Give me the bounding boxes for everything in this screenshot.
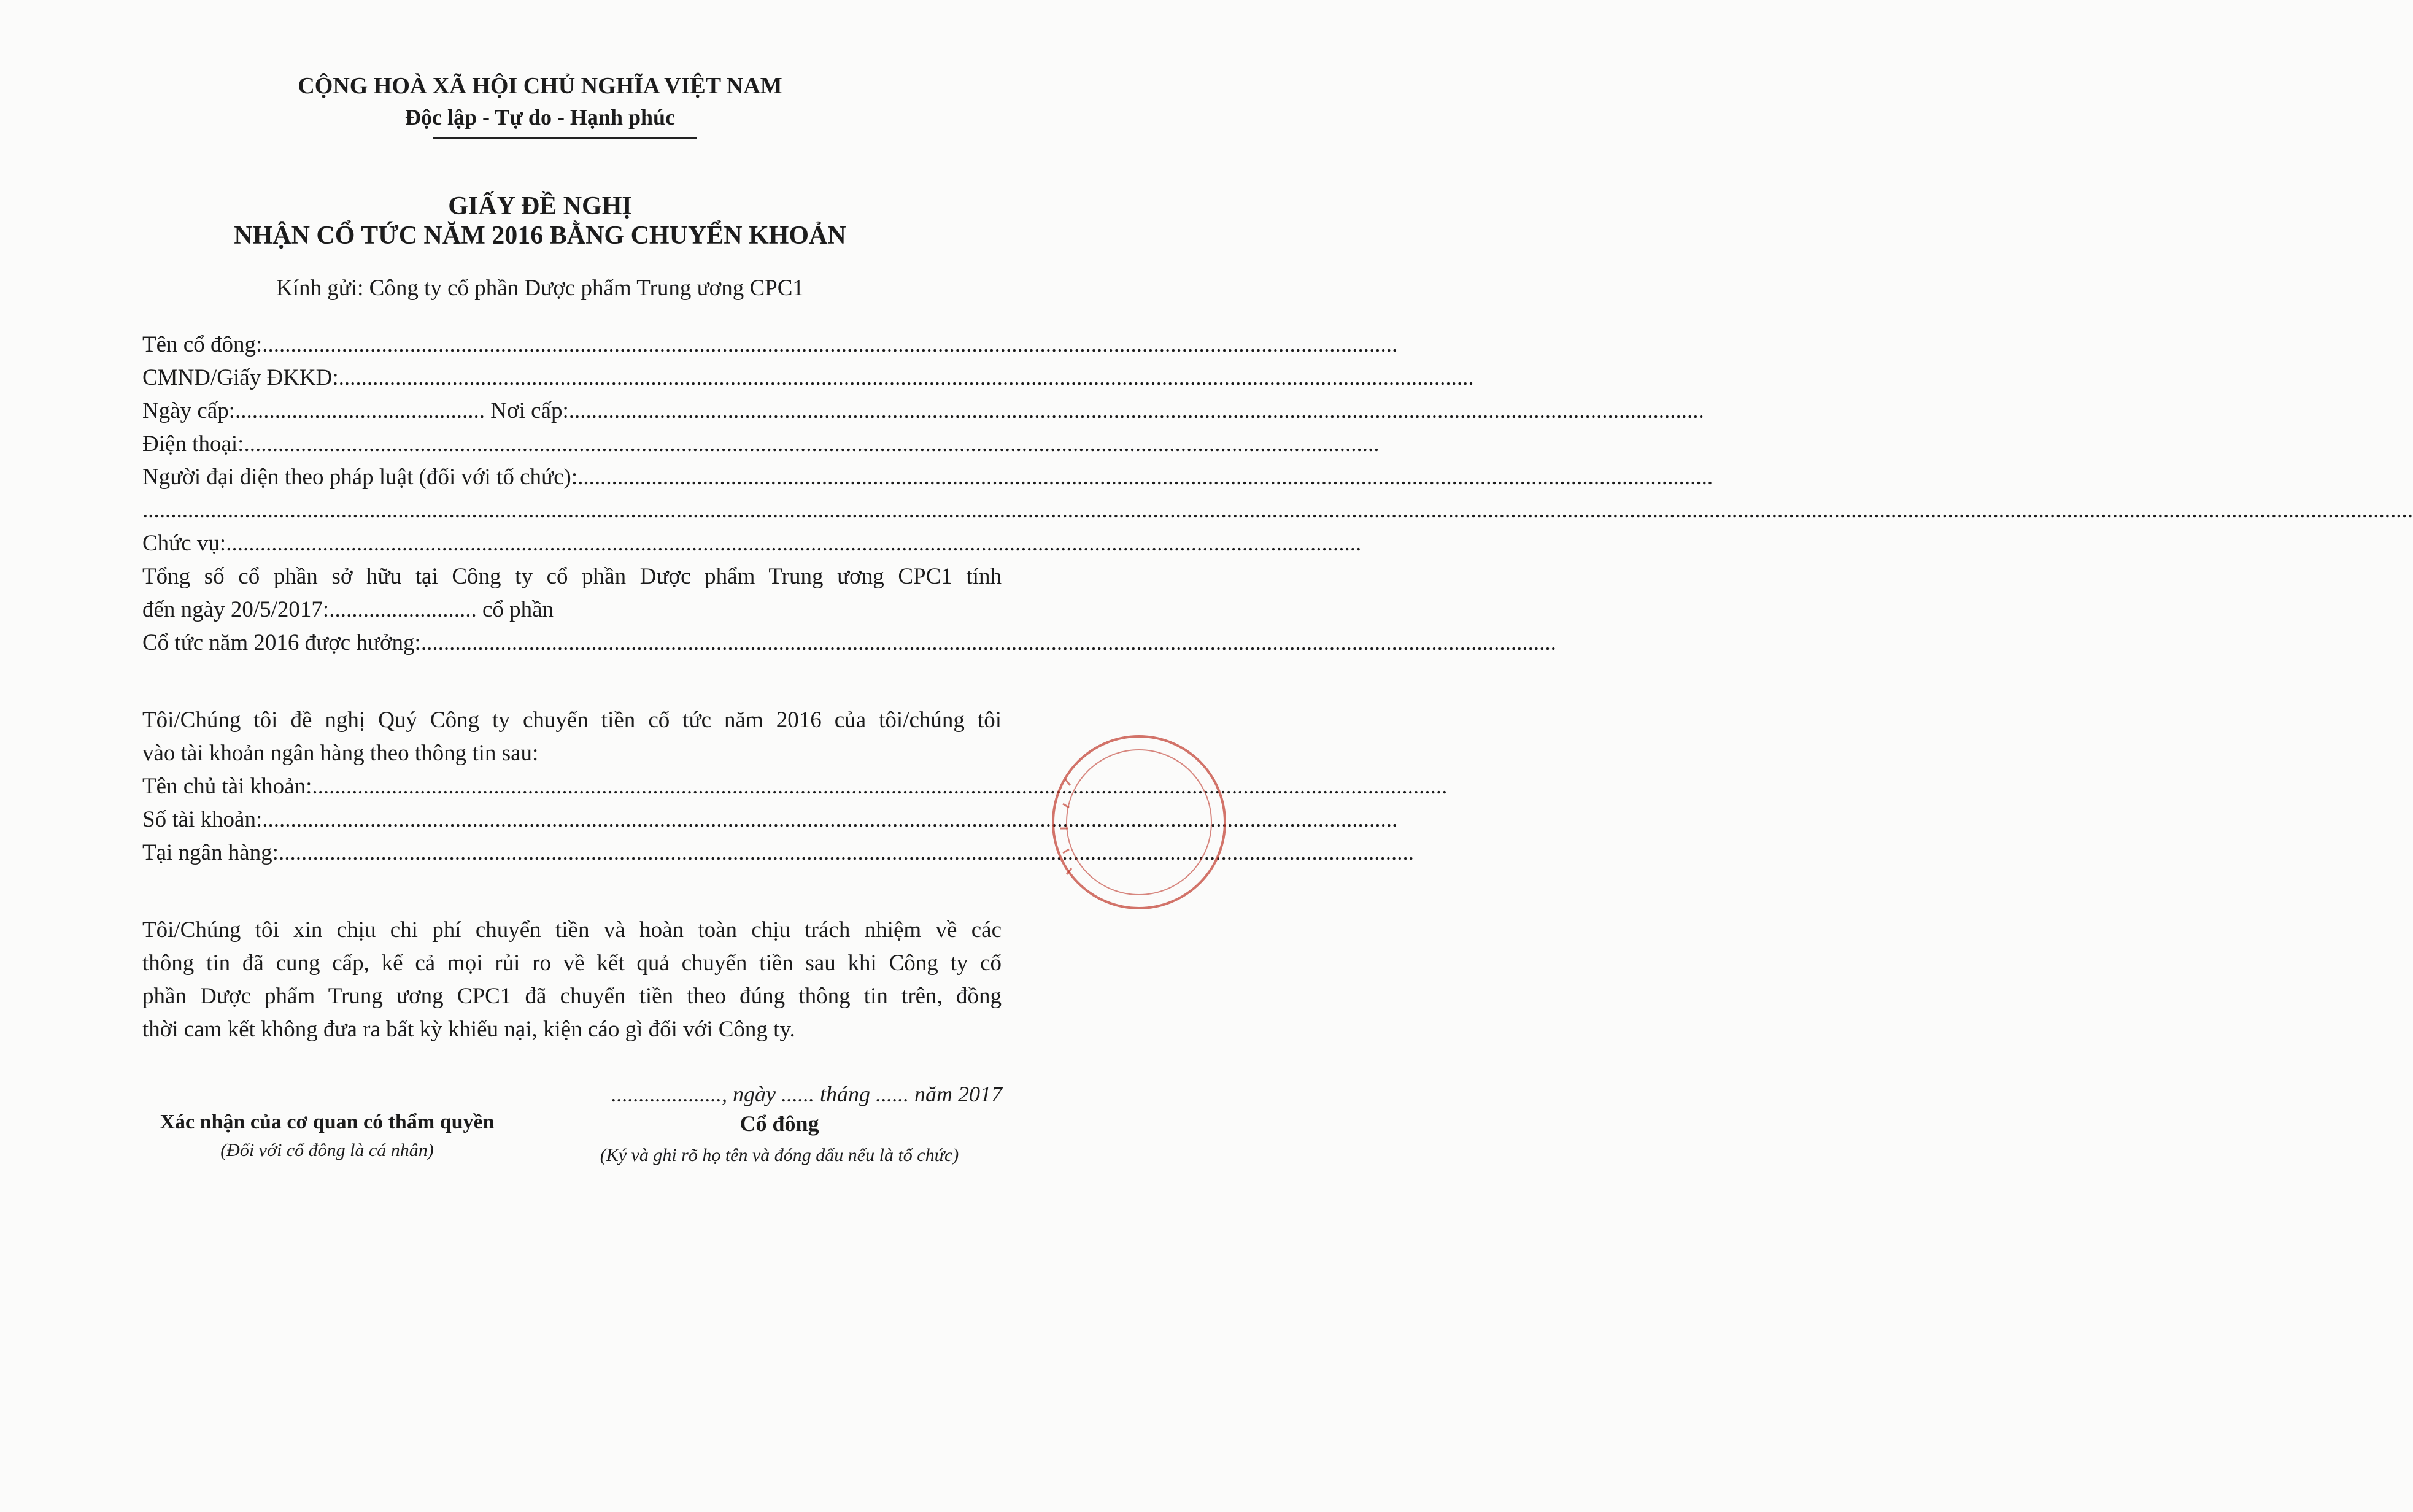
- signature-date-line: ...................., ngày ...... tháng ...... năm 2017: [611, 1082, 1002, 1106]
- issue-place-label: Nơi cấp:: [490, 398, 569, 423]
- bank-intro-line-2: vào tài khoản ngân hàng theo thông tin sau:: [142, 741, 539, 766]
- dotted-leader: ........................................................................................................................................................................................................: [262, 332, 1398, 357]
- bank-name-field: [142, 839, 1414, 866]
- shares-date-label: đến ngày 20/5/2017:: [142, 597, 330, 622]
- id-card-label: CMND/Giấy ĐKKD:: [142, 365, 339, 390]
- shareholder-name-label: Tên cổ đông:: [142, 332, 263, 357]
- phone-label: Điện thoại:: [142, 431, 244, 457]
- commitment-line-2: thông tin đã cung cấp, kể cả mọi rủi ro về kết quả chuyển tiền sau khi Công ty cổ: [142, 951, 1002, 976]
- account-number-label: Số tài khoản:: [142, 807, 263, 832]
- shares-unit: cổ phần: [482, 597, 554, 622]
- shareholder-signature-note: (Ký và ghi rõ họ tên và đóng dấu nếu là tổ chức): [600, 1145, 959, 1165]
- dotted-leader: ............................................: [235, 398, 485, 423]
- recipient-line: Kính gửi: Công ty cổ phần Dược phẩm Trung ương CPC1: [276, 276, 804, 301]
- legal-rep-continuation: [142, 497, 2413, 523]
- commitment-line-4: thời cam kết không đưa ra bất kỳ khiếu nại, kiện cáo gì đối với Công ty.: [142, 1017, 795, 1042]
- dotted-leader: ........................................................................................................................................................................................................: [568, 398, 1704, 423]
- dividend-label: Cổ tức năm 2016 được hưởng:: [142, 630, 421, 655]
- bank-name-label: Tại ngân hàng:: [142, 840, 279, 865]
- national-motto: Độc lập - Tự do - Hạnh phúc: [404, 105, 676, 129]
- shareholder-name-field: [142, 331, 1398, 358]
- commitment-line-3: phần Dược phẩm Trung ương CPC1 đã chuyển tiền theo đúng thông tin trên, đồng: [142, 984, 1002, 1009]
- motto-underline: [433, 137, 697, 139]
- national-name: CỘNG HOÀ XÃ HỘI CHỦ NGHĨA VIỆT NAM: [298, 73, 782, 99]
- account-holder-field: [142, 773, 1448, 800]
- id-card-field: [142, 364, 1474, 391]
- dotted-leader: ................................................................................................................................................................................................................................................................................................................................................................................................................: [142, 498, 2413, 523]
- issue-date-field: [142, 398, 1704, 424]
- dotted-leader: ........................................................................................................................................................................................................: [244, 431, 1380, 457]
- dividend-field: [142, 630, 1556, 656]
- document-subtitle: NHẬN CỔ TỨC NĂM 2016 BẰNG CHUYỂN KHOẢN: [234, 222, 846, 250]
- issue-date-label: Ngày cấp:: [142, 398, 236, 423]
- legal-rep-field: [142, 464, 1713, 490]
- phone-field: [142, 431, 1380, 457]
- bank-intro-line-1: Tôi/Chúng tôi đề nghị Quý Công ty chuyển tiền cổ tức năm 2016 của tôi/chúng tôi: [142, 708, 1002, 733]
- dotted-leader: ........................................................................................................................................................................................................: [312, 774, 1448, 799]
- dotted-leader: ..........................: [329, 597, 477, 622]
- red-seal-fragment-icon: [1047, 742, 1080, 902]
- shareholder-signature-title: Cổ đông: [739, 1111, 819, 1136]
- dotted-leader: ........................................................................................................................................................................................................: [338, 365, 1474, 390]
- shares-line-1: Tổng số cổ phần sở hữu tại Công ty cổ phần Dược phẩm Trung ương CPC1 tính: [142, 564, 1002, 589]
- commitment-line-1: Tôi/Chúng tôi xin chịu chi phí chuyển tiền và hoàn toàn chịu trách nhiệm về các: [142, 917, 1002, 943]
- legal-rep-label: Người đại diện theo pháp luật (đối với tổ chức):: [142, 465, 578, 490]
- document-title: GIẤY ĐỀ NGHỊ: [448, 192, 632, 220]
- dotted-leader: ........................................................................................................................................................................................................: [262, 807, 1398, 832]
- authority-confirmation-note: (Đối với cổ đông là cá nhân): [220, 1140, 434, 1160]
- account-number-field: [142, 806, 1398, 833]
- position-label: Chức vụ:: [142, 531, 226, 556]
- shares-field: [142, 596, 554, 623]
- authority-confirmation-title: Xác nhận của cơ quan có thẩm quyền: [160, 1111, 495, 1133]
- position-field: [142, 530, 1362, 557]
- dotted-leader: ........................................................................................................................................................................................................: [278, 840, 1414, 865]
- dotted-leader: ........................................................................................................................................................................................................: [420, 630, 1556, 655]
- dotted-leader: ........................................................................................................................................................................................................: [226, 531, 1362, 556]
- dotted-leader: ........................................................................................................................................................................................................: [577, 465, 1713, 490]
- account-holder-label: Tên chủ tài khoản:: [142, 774, 312, 799]
